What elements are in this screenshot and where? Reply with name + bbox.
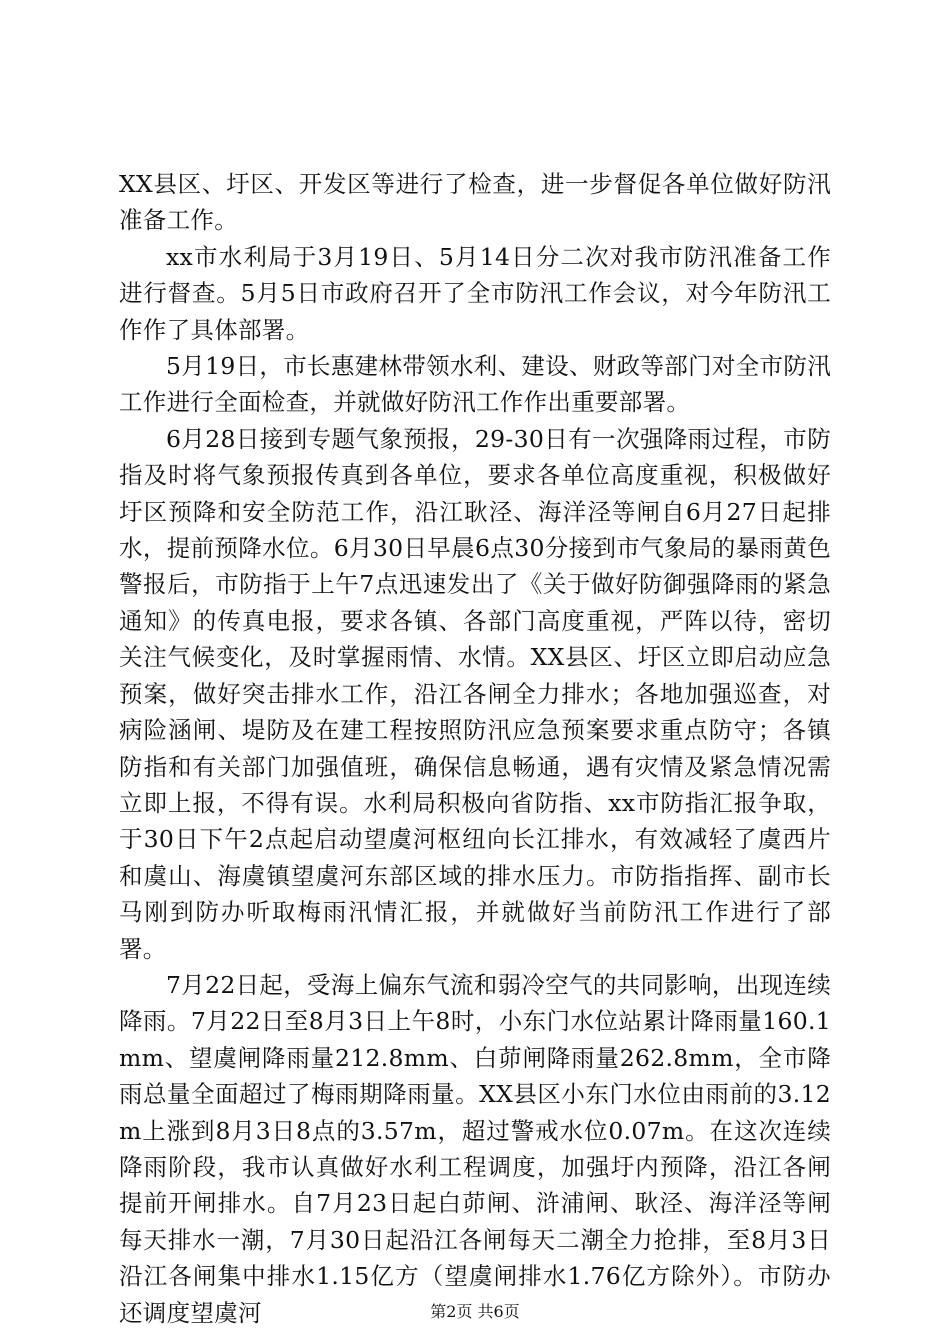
paragraph-4: 6月28日接到专题气象预报，29-30日有一次强降雨过程，市防指及时将气象预报传真到各单位，要求各单位高度重视，积极做好圩区预降和安全防范工作，沿江耿泾、海洋泾等闸自6月27日起排水，提前预降水位。6月30日早晨6点30分接到市气象局的暴雨黄色警报后，市防指于上午7点迅速发出了《关于做好防御强降雨的紧急通知》的传真电报，要求各镇、各部门高度重视，严阵以待，密切关注气候变化，及时掌握雨情、水情。XX县区、圩区立即启动应急预案，做好突击排水工作，沿江各闸全力排水；各地加强巡查，对病险涵闸、堤防及在建工程按照防汛应急预案要求重点防守；各镇防指和有关部门加强值班，确保信息畅通，遇有灾情及紧急情况需立即上报，不得有误。水利局积极向省防指、xx市防指汇报争取，于30日下午2点起启动望虞河枢纽向长江排水，有效减轻了虞西片和虞山、海虞镇望虞河东部区域的排水压力。市防指指挥、副市长马刚到防办听取梅雨汛情汇报，并就做好当前防汛工作进行了部署。 (119, 424, 831, 963)
document-body (119, 166, 831, 1331)
paragraph-5: 7月22日起，受海上偏东气流和弱冷空气的共同影响，出现连续降雨。7月22日至8月3日上午8时，小东门水位站累计降雨量160.1mm、望虞闸降雨量212.8mm、白茆闸降雨量262.8mm，全市降雨总量全面超过了梅雨期降雨量。XX县区小东门水位由雨前的3.12m上涨到8月3日8点的3.57m，超过警戒水位0.07m。在这次连续降雨阶段，我市认真做好水利工程调度，加强圩内预降，沿江各闸提前开闸排水。自7月23日起白茆闸、浒浦闸、耿泾、海洋泾等闸每天排水一潮，7月30日起沿江各闸每天二潮全力抢排，至8月3日沿江各闸集中排水1.15亿方（望虞闸排水1.76亿方除外）。市防办还调度望虞河 (119, 970, 831, 1327)
paragraph-1: XX县区、圩区、开发区等进行了检查，进一步督促各单位做好防汛准备工作。 (119, 170, 831, 235)
paragraph-3: 5月19日，市长惠建林带领水利、建设、财政等部门对全市防汛工作进行全面检查，并就做好防汛工作作出重要部署。 (119, 352, 831, 417)
page-number-footer: 第2页 共6页 (430, 1302, 520, 1321)
paragraph-2: xx市水利局于3月19日、5月14日分二次对我市防汛准备工作进行督查。5月5日市政府召开了全市防汛工作会议，对今年防汛工作作了具体部署。 (119, 242, 831, 344)
